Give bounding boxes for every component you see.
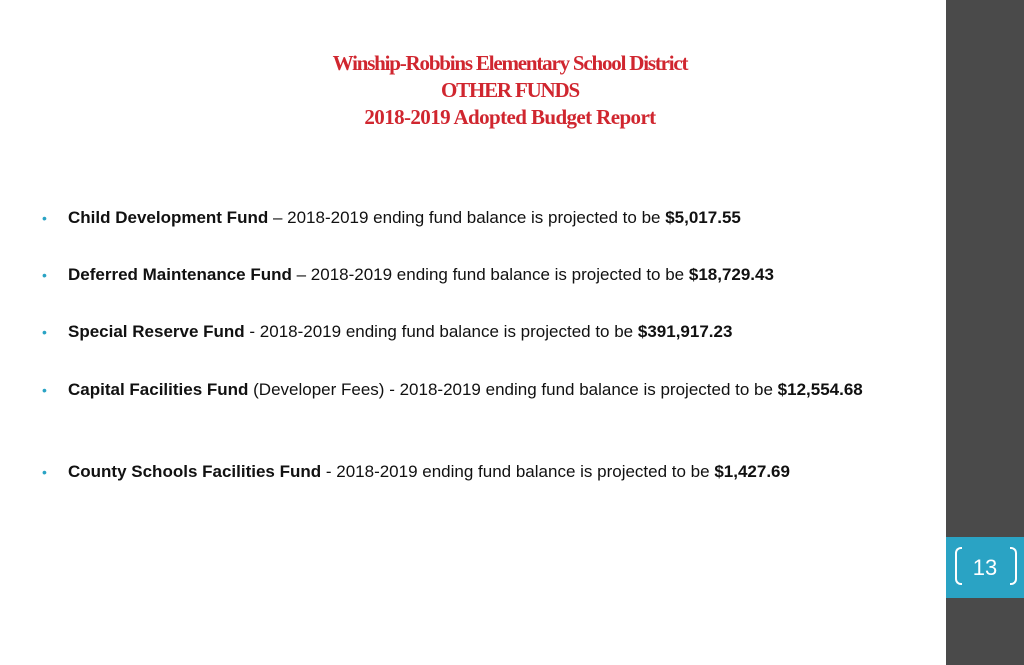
fund-name: Child Development Fund [68, 208, 269, 227]
fund-amount: $18,729.43 [688, 265, 774, 284]
title-report: 2018-2019 Adopted Budget Report [364, 105, 656, 129]
fund-description: 2018-2019 ending fund balance is projected to be [336, 462, 715, 481]
fund-name: Special Reserve Fund [68, 322, 245, 341]
fund-name: Deferred Maintenance Fund [68, 265, 292, 284]
fund-amount: $1,427.69 [714, 462, 790, 481]
fund-description: 2018-2019 ending fund balance is projected to be [310, 265, 689, 284]
list-item: • Capital Facilities Fund (Developer Fees) - 2018-2019 ending fund balance is projected to be $12,554.68 [42, 380, 863, 399]
list-item: • Special Reserve Fund - 2018-2019 ending fund balance is projected to be $391,917.23 [42, 322, 733, 341]
list-item: • Child Development Fund – 2018-2019 ending fund balance is projected to be $5,017.55 [42, 208, 741, 227]
bullet-icon: • [42, 210, 47, 226]
fund-description: 2018-2019 ending fund balance is projected to be [259, 322, 638, 341]
title-section: OTHER FUNDS [441, 78, 579, 102]
title-district: Winship-Robbins Elementary School District [332, 51, 688, 75]
fund-note: (Developer Fees) [248, 380, 385, 399]
list-item: • Deferred Maintenance Fund – 2018-2019 ending fund balance is projected to be $18,729.43 [42, 265, 774, 284]
fund-amount: $12,554.68 [777, 380, 863, 399]
page-number: 13 [972, 555, 998, 580]
slide-title [0, 50, 1020, 131]
fund-name: County Schools Facilities Fund [68, 462, 322, 481]
fund-description: 2018-2019 ending fund balance is projected to be [287, 208, 666, 227]
page-number-badge [946, 537, 1024, 598]
bullet-icon: • [42, 267, 47, 283]
bullet-icon: • [42, 464, 47, 480]
fund-amount: $391,917.23 [637, 322, 733, 341]
right-bracket-icon [1010, 547, 1017, 585]
bullet-icon: • [42, 382, 47, 398]
list-item: • County Schools Facilities Fund - 2018-2019 ending fund balance is projected to be $1,427.69 [42, 462, 790, 481]
fund-name: Capital Facilities Fund [68, 380, 249, 399]
bullet-icon: • [42, 324, 47, 340]
fund-amount: $5,017.55 [665, 208, 741, 227]
fund-description: 2018-2019 ending fund balance is projected to be [399, 380, 778, 399]
